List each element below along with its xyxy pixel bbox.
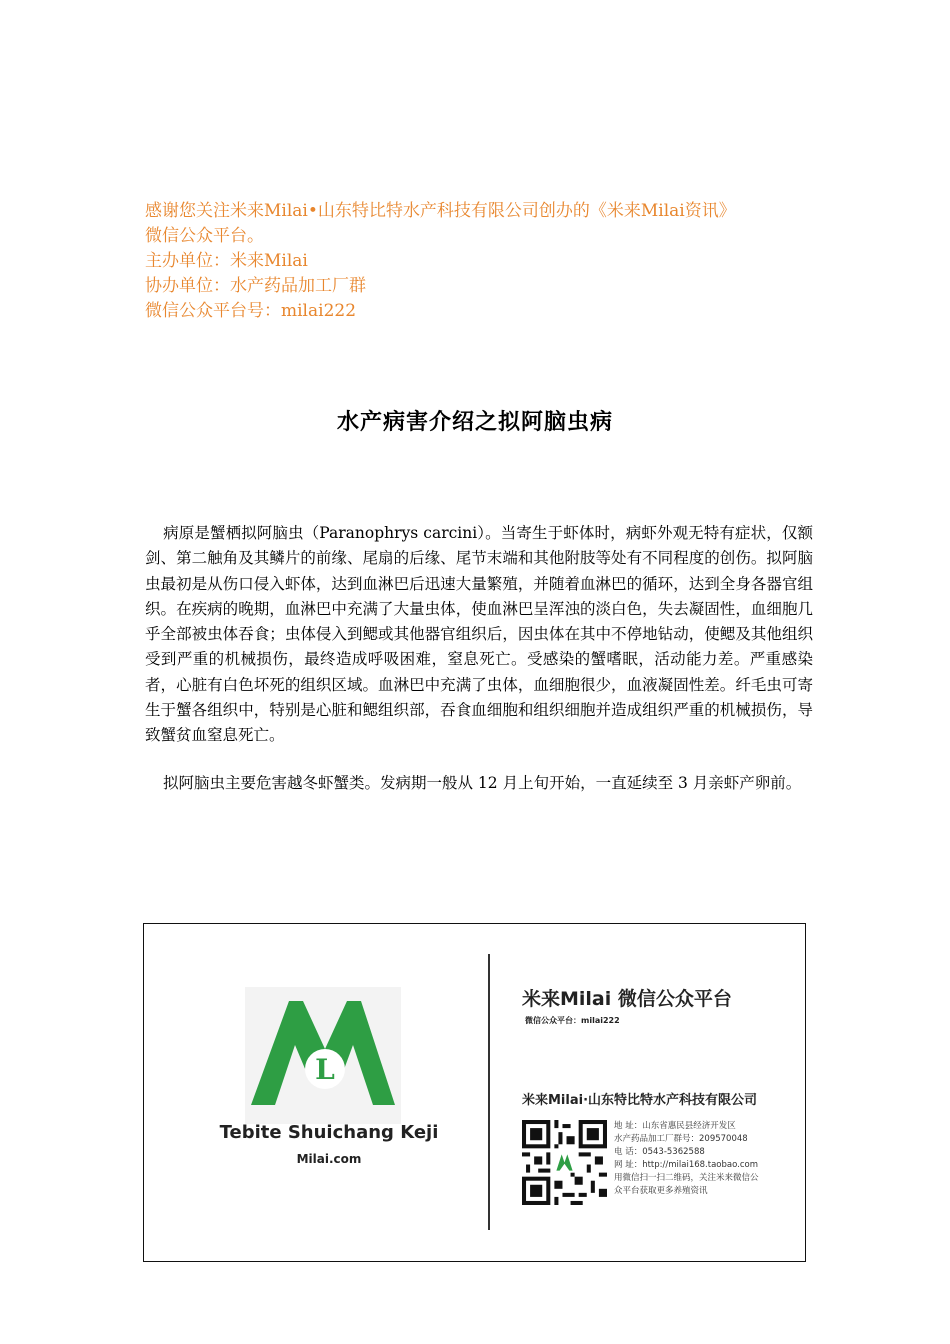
co-host-unit: 协办单位：水产药品加工厂群 <box>145 276 366 296</box>
paragraph-1 <box>145 521 813 749</box>
business-card <box>143 923 806 1262</box>
contact-note: 众平台获取更多养殖资讯 <box>614 1186 708 1196</box>
wechat-account: 微信公众平台号：milai222 <box>145 301 357 321</box>
wechat-platform-id: 微信公众平台：milai222 <box>525 1016 620 1025</box>
logo-letter: L <box>315 1053 335 1086</box>
intro-line: 感谢您关注米来Milai•山东特比特水产科技有限公司创办的《米来Milai资讯》 <box>145 201 736 221</box>
logo-text: Tebite Shuichang Keji <box>219 1122 439 1143</box>
contact-group: 水产药品加工厂群号：209570048 <box>614 1134 748 1144</box>
contact-address: 地 址：山东省惠民县经济开发区 <box>614 1121 736 1131</box>
contact-note: 用微信扫一扫二维码，关注米来微信公 <box>614 1173 759 1183</box>
paragraph-1-text: 病原是蟹栖拟阿脑虫（Paranophrys carcini）。当寄生于虾体时，病虾外观无特有症状，仅额剑、第二触角及其鳞片的前缘、尾扇的后缘、尾节末端和其他附肢等处有不同程度的创伤。拟阿脑虫最初是从伤口侵入虾体，达到血淋巴后迅速大量繁殖，并随着血淋巴的循环，达到全身各器官组织。在疾病的晚期，血淋巴中充满了大量虫体，使血淋巴呈浑浊的淡白色，失去凝固性，血细胞几乎全部被虫体吞食；虫体侵入到鳃或其他器官组织后，因虫体在其中不停地钻动，使鳃及其他组织受到严重的机械损伤，最终造成呼吸困难，窒息死亡。受感染的蟹嗜眠，活动能力差。严重感染者，心脏有白色坏死的组织区域。血淋巴中充满了虫体，血细胞很少，血液凝固性差。纤毛虫可寄生于蟹各组织中，特别是心脏和鳃组织部，吞食血细胞和组织细胞并造成组织严重的机械损伤，导致蟹贫血窒息死亡。 <box>145 524 813 745</box>
card-divider <box>488 954 490 1230</box>
contact-phone: 电 话：0543-5362588 <box>614 1147 705 1157</box>
intro-line: 微信公众平台。 <box>145 226 264 246</box>
company-logo <box>245 987 401 1124</box>
host-unit: 主办单位：米来Milai <box>145 251 308 271</box>
paragraph-2 <box>145 771 813 796</box>
company-name: 米来Milai·山东特比特水产科技有限公司 <box>522 1093 758 1108</box>
wechat-platform-title: 米来Milai 微信公众平台 <box>522 988 732 1010</box>
article-title: 水产病害介绍之拟阿脑虫病 <box>336 410 613 435</box>
contact-website: 网 址：http://milai168.taobao.com <box>614 1160 758 1170</box>
logo-website: Milai.com <box>296 1152 362 1166</box>
qr-code[interactable] <box>522 1120 607 1205</box>
contact-info <box>614 1120 804 1198</box>
intro-block <box>145 199 825 324</box>
paragraph-2-text: 拟阿脑虫主要危害越冬虾蟹类。发病期一般从 12 月上旬开始，一直延续至 3 月亲虾产卵前。 <box>163 774 802 792</box>
